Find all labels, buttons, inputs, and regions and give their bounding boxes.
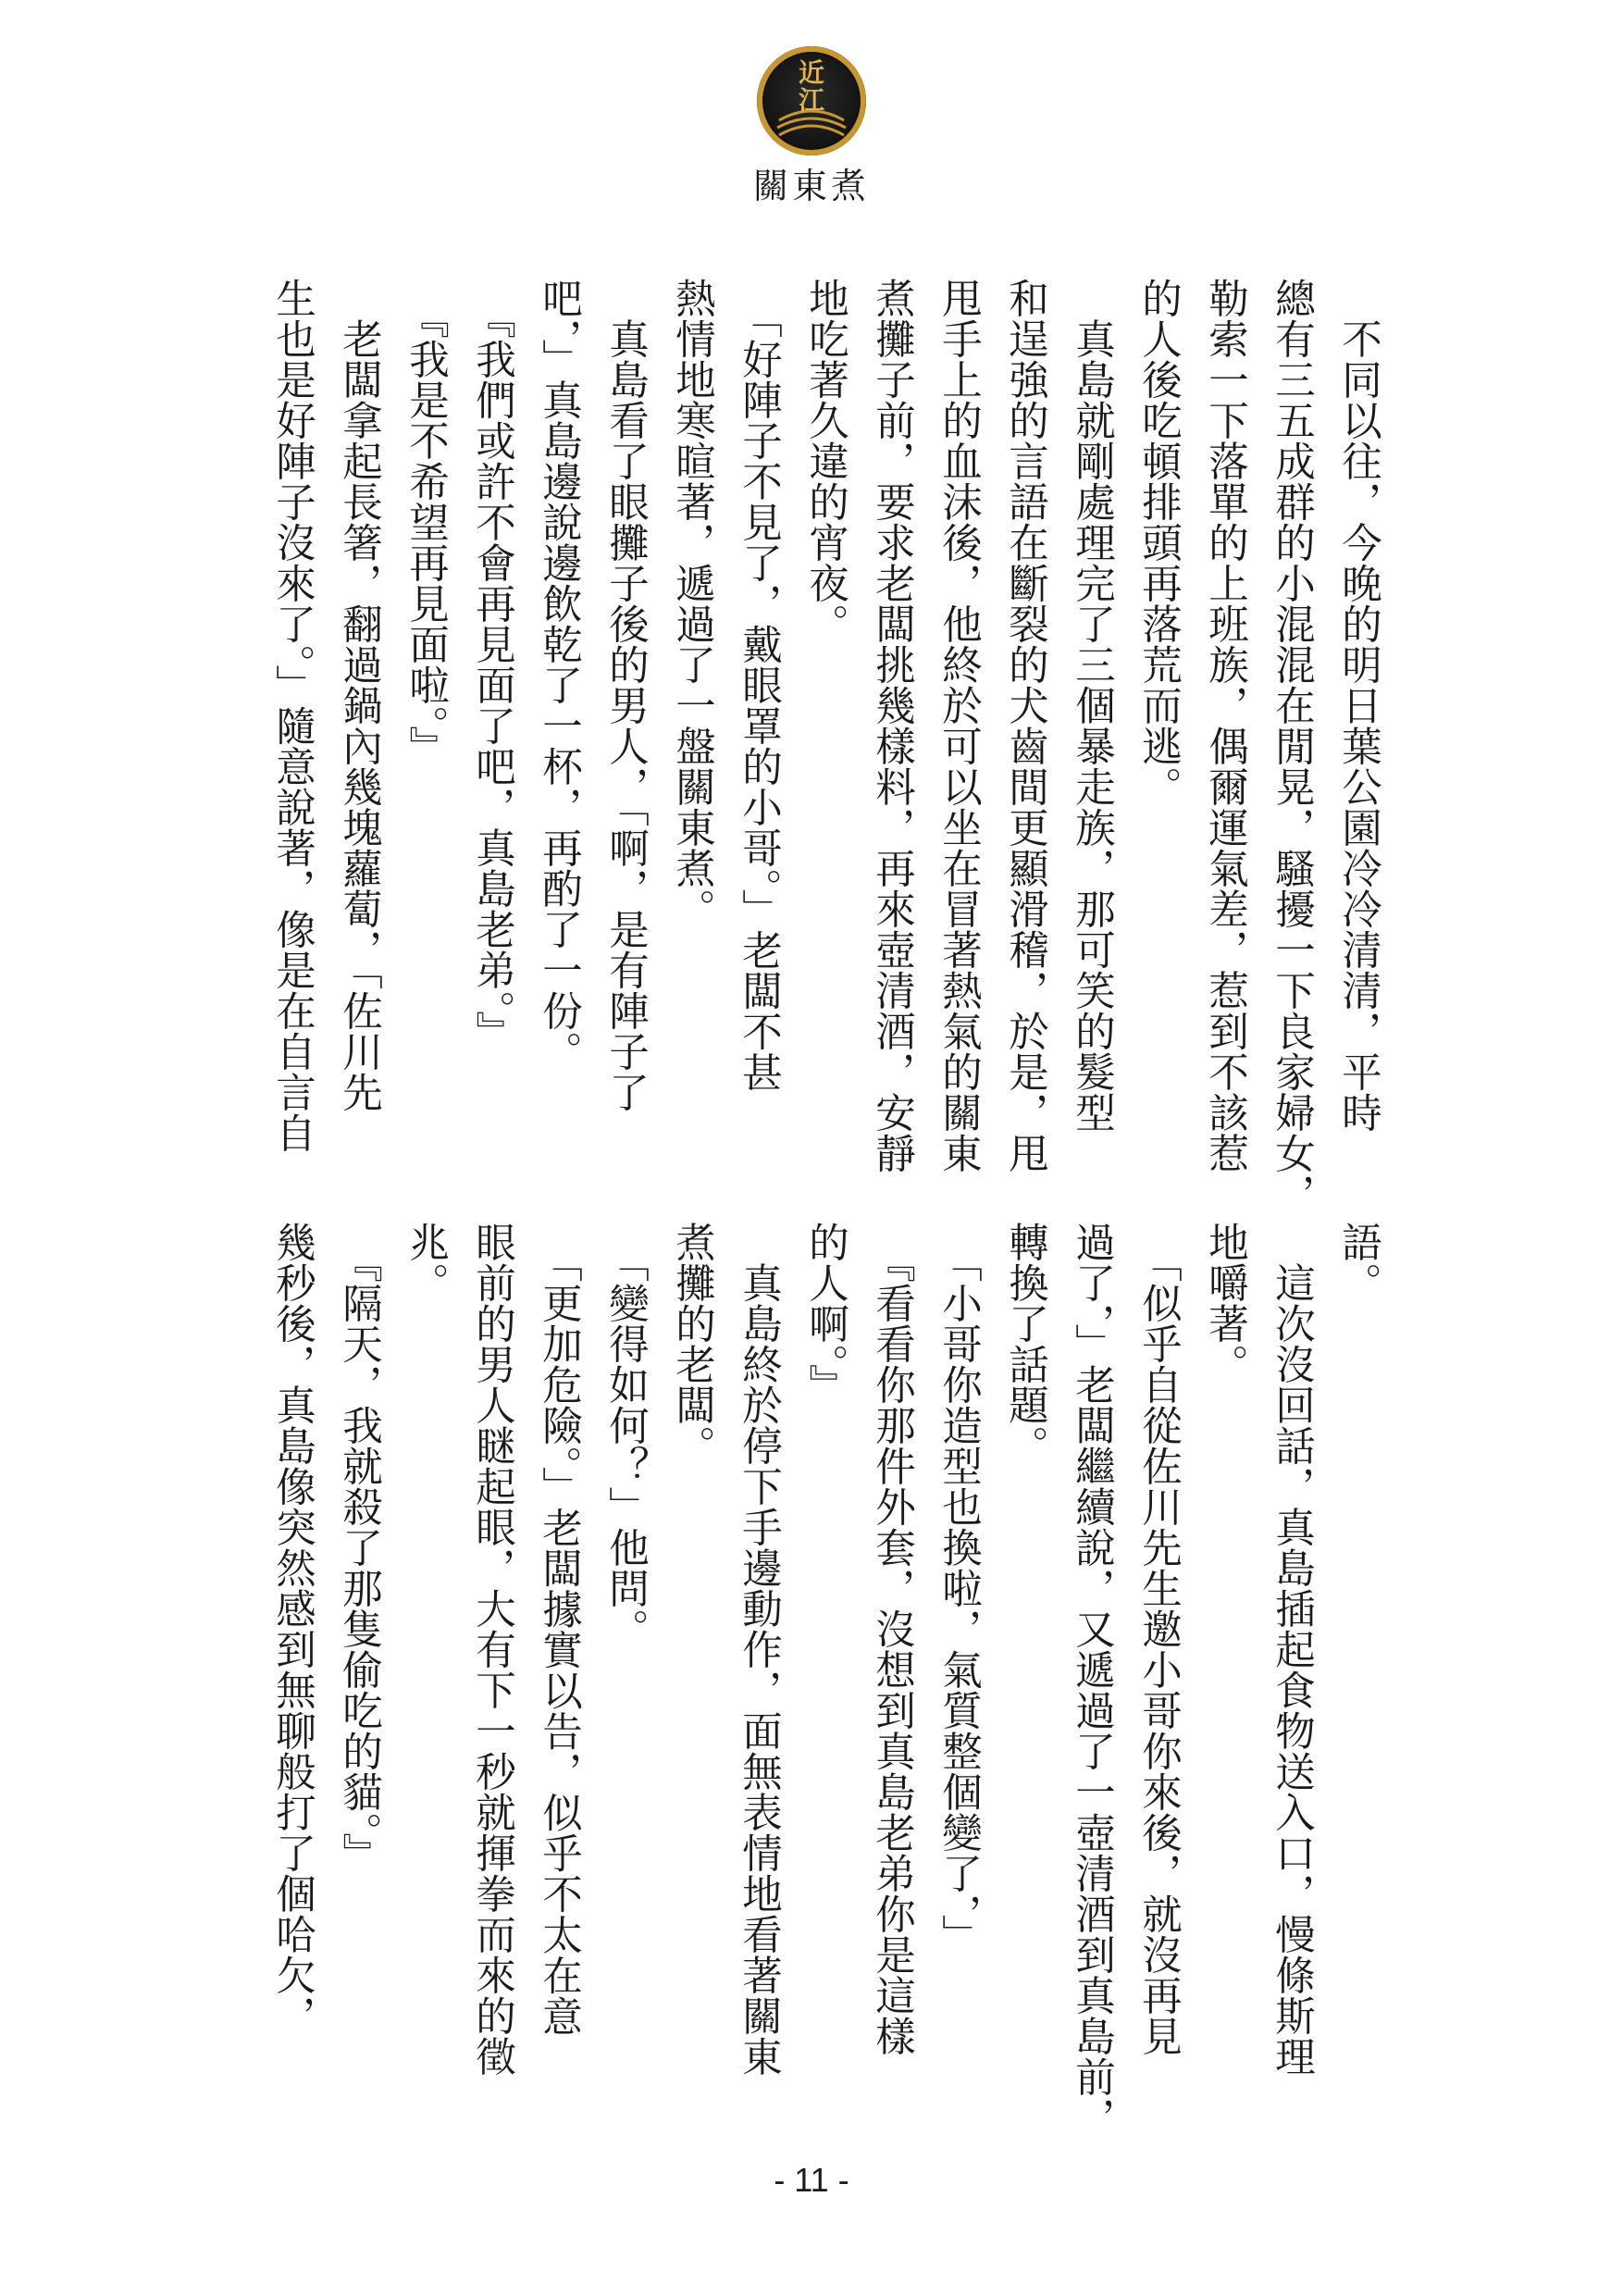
text-block-bottom (226, 1222, 1392, 2139)
text-line: 的人後吃頓排頭再落荒而逃。 (1135, 278, 1182, 807)
text-line: 「似乎自從佐川先生邀小哥你來後，就沒再見 (1135, 1222, 1182, 2057)
text-line: 熱情地寒暄著，遞過了一盤關東煮。 (669, 278, 715, 929)
text-line: 過了，」老闆繼續說，又遞過了一壺清酒到真島前， (1069, 1222, 1115, 2139)
text-line: 生也是好陣子沒來了。」隨意說著，像是在自言自 (269, 278, 316, 1154)
text-line: 「變得如何？」他問。 (602, 1222, 649, 1650)
text-line: 真島終於停下手邊動作，面無表情地看著關東 (736, 1222, 782, 2077)
text-line: 總有三五成群的小混混在閒晃，騷擾一下良家婦女， (1269, 278, 1315, 1214)
text-line: 語。 (1335, 1222, 1381, 1303)
page-number: - 11 - (774, 2161, 849, 2199)
text-line: 『我們或許不會再見面了吧，真島老弟。』 (469, 278, 515, 1052)
text-line: 『看看你那件外套，沒想到真島老弟你是這樣 (869, 1222, 915, 2057)
text-line: 轉換了話題。 (1002, 1222, 1048, 1466)
logo-char-2: 江 (798, 85, 824, 116)
text-line: 『隔天，我就殺了那隻偷吃的貓。』 (336, 1222, 382, 1874)
text-line: 不同以往，今晚的明日葉公園冷冷清清，平時 (1335, 278, 1381, 1133)
text-line: 「更加危險。」老闆據實以告，似乎不太在意 (536, 1222, 582, 2037)
text-line: 地嚼著。 (1202, 1222, 1248, 1384)
text-line: 兆。 (403, 1222, 449, 1303)
text-line: 煮攤子前，要求老闆挑幾樣料，再來壺清酒，安靜 (869, 278, 915, 1173)
text-line: 地吃著久違的宵夜。 (802, 278, 849, 644)
logo-emblem (757, 46, 866, 155)
logo-char-1: 近 (798, 57, 824, 88)
text-line: 和逞強的言語在斷裂的犬齒間更顯滑稽，於是，甩 (1002, 278, 1048, 1173)
text-line: 「小哥你造型也換啦，氣質整個變了，」 (935, 1222, 982, 1955)
text-block-top (226, 278, 1392, 1214)
text-line: 幾秒後，真島像突然感到無聊般打了個哈欠， (269, 1222, 316, 2036)
text-line: 「好陣子不見了，戴眼罩的小哥。」老闆不甚 (736, 278, 782, 1093)
text-line: 真島看了眼攤子後的男人，「啊，是有陣子了 (602, 278, 649, 1113)
text-line: 吧，」真島邊說邊飲乾了一杯，再酌了一份。 (536, 278, 582, 1073)
text-line: 勒索一下落單的上班族，偶爾運氣差，惹到不該惹 (1202, 278, 1248, 1173)
text-line: 『我是不希望再見面啦。』 (403, 278, 449, 767)
text-line: 眼前的男人瞇起眼，大有下一秒就揮拳而來的徵 (469, 1222, 515, 2077)
page-header-title: 關東煮 (752, 166, 870, 206)
text-line: 煮攤的老闆。 (669, 1222, 715, 1466)
text-line: 的人啊。』 (802, 1222, 849, 1406)
text-line: 真島就剛處理完了三個暴走族，那可笑的髮型 (1069, 278, 1115, 1133)
text-line: 這次沒回話，真島插起食物送入口，慢條斯理 (1269, 1222, 1315, 2077)
text-line: 老闆拿起長箸，翻過鍋內幾塊蘿蔔，「佐川先 (336, 278, 382, 1113)
text-line: 甩手上的血沫後，他終於可以坐在冒著熱氣的關東 (935, 278, 982, 1173)
